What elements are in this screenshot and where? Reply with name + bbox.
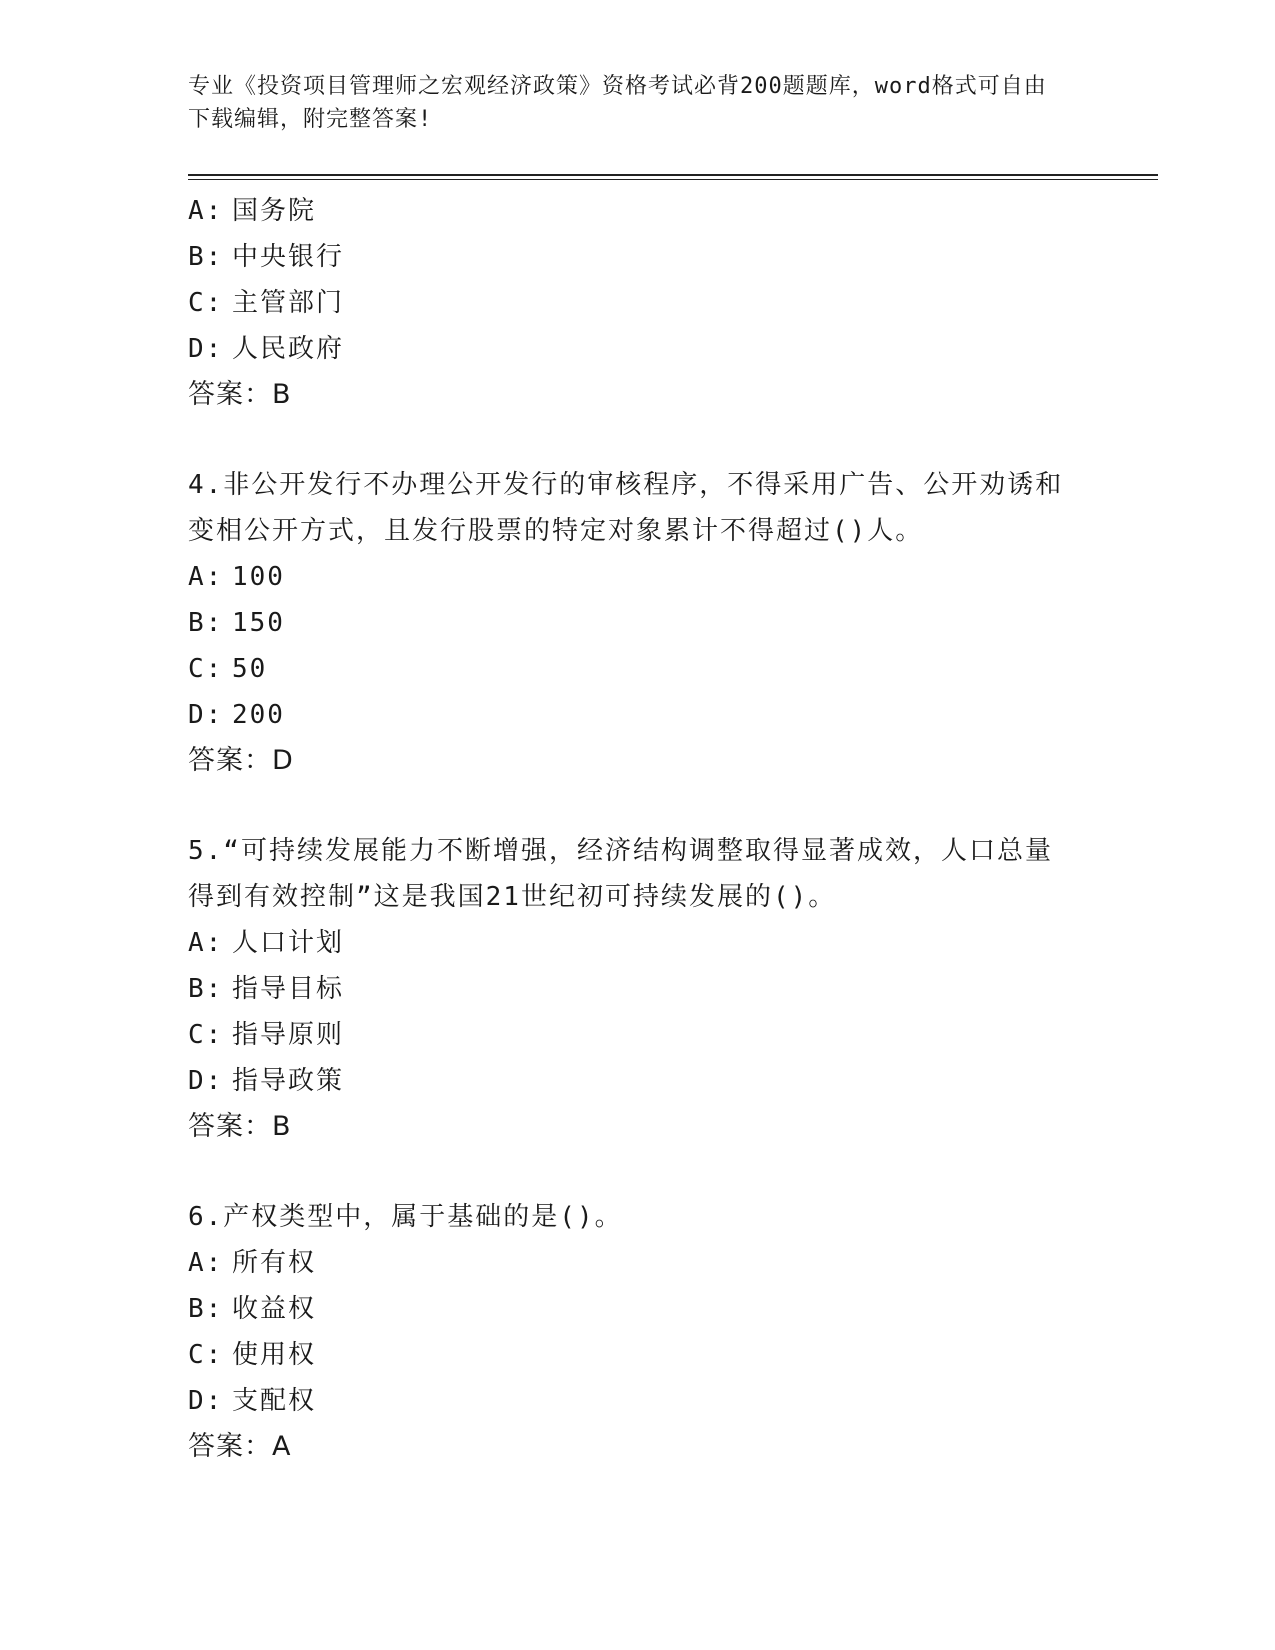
option-d: D: 人民政府 — [188, 334, 345, 364]
option-a: A: 人口计划 — [188, 928, 345, 958]
header-divider — [188, 174, 1158, 180]
option-b: B: 150 — [188, 608, 285, 638]
question-5 — [188, 828, 1158, 1150]
document-page — [188, 70, 1158, 1470]
option-c: C: 指导原则 — [188, 1020, 345, 1050]
option-b: B: 收益权 — [188, 1294, 317, 1324]
option-a: A: 100 — [188, 562, 285, 592]
option-a: A: 所有权 — [188, 1248, 317, 1278]
question-stem: 5.“可持续发展能力不断增强，经济结构调整取得显著成效，人口总量得到有效控制”这是我国21世纪初可持续发展的()。 — [188, 836, 1053, 912]
answer-line: 答案：B — [188, 379, 292, 410]
option-c: C: 主管部门 — [188, 288, 345, 318]
option-c: C: 50 — [188, 654, 268, 684]
option-d: D: 指导政策 — [188, 1066, 345, 1096]
option-d: D: 200 — [188, 700, 285, 730]
question-continued — [188, 188, 1158, 418]
answer-line: 答案：B — [188, 1111, 292, 1142]
option-d: D: 支配权 — [188, 1386, 317, 1416]
document-header: 专业《投资项目管理师之宏观经济政策》资格考试必背200题题库，word格式可自由下载编辑，附完整答案! — [188, 74, 1047, 132]
option-b: B: 中央银行 — [188, 242, 345, 272]
option-b: B: 指导目标 — [188, 974, 345, 1004]
option-a: A: 国务院 — [188, 196, 317, 226]
question-6 — [188, 1194, 1158, 1470]
question-stem: 6.产权类型中，属于基础的是()。 — [188, 1202, 623, 1232]
option-c: C: 使用权 — [188, 1340, 317, 1370]
answer-line: 答案：D — [188, 745, 294, 776]
question-4 — [188, 462, 1158, 784]
question-stem: 4.非公开发行不办理公开发行的审核程序，不得采用广告、公开劝诱和变相公开方式，且发行股票的特定对象累计不得超过()人。 — [188, 470, 1064, 546]
answer-line: 答案：A — [188, 1431, 292, 1462]
